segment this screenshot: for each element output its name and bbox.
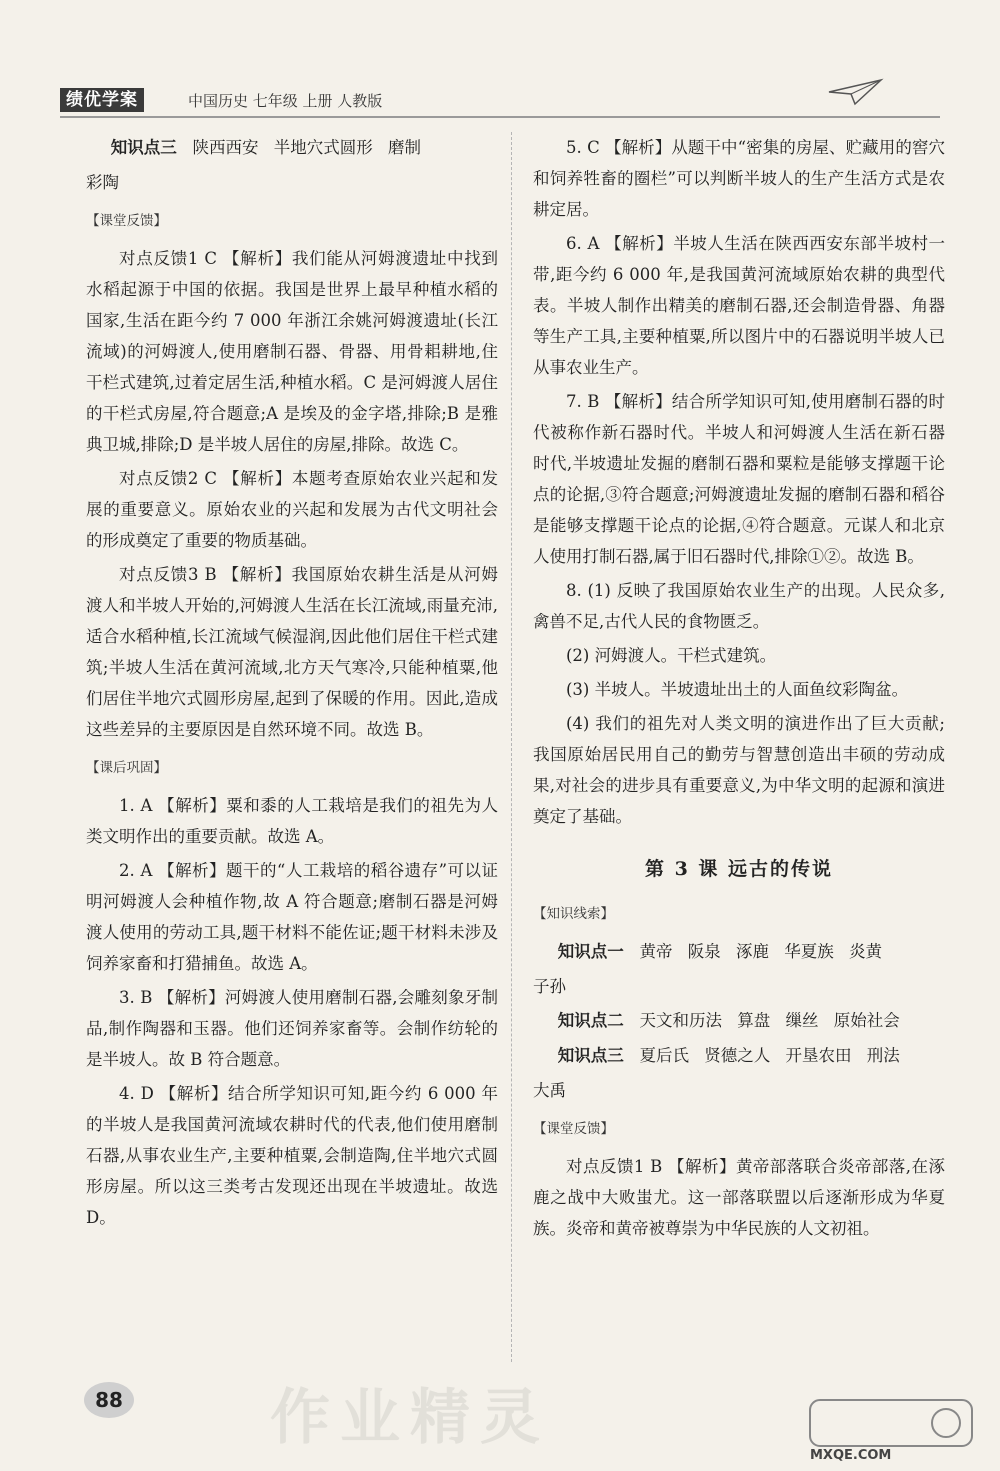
knowledge-point-1-cont: 子孙 [533,977,566,996]
column-divider [511,132,512,1362]
watermark-logo-icon [806,1394,976,1454]
answer-5: 5. C 【解析】从题干中“密集的房屋、贮藏用的窖穴和饲养牲畜的圈栏”可以判断半坡人的生产生活方式是农耕定居。 [533,138,945,219]
answer-8-2: (2) 河姆渡人。干栏式建筑。 [566,646,777,665]
knowledge-point-3b: 知识点三 夏后氏 贤德之人 开垦农田 刑法 [557,1046,900,1065]
header-rule [60,116,940,118]
lesson-title: 第 3 课 远古的传说 [644,858,834,880]
answer-1: 1. A 【解析】粟和黍的人工栽培是我们的祖先为人类文明作出的重要贡献。故选 A。 [86,796,498,846]
answer-8-1: 8. (1) 反映了我国原始农业生产的出现。人民众多,禽兽不足,古代人民的食物匮乏。 [533,581,945,631]
knowledge-point-3-cont: 彩陶 [86,173,119,192]
answer-7: 7. B 【解析】结合所学知识可知,使用磨制石器的时代被称作新石器时代。半坡人和河姆渡人生活在新石器时代,半坡遗址发掘的磨制石器和粟粒是能够支撑题干论点的论据,③符合题意;河姆渡遗址发掘的磨制石器和稻谷是能够支撑题干论点的论据,④符合题意。元谋人和北京人使用打制石器,属于旧石器时代,排除①②。故选 B。 [533,392,945,566]
left-column [86,132,498,1236]
section-tag-after-class: 【课后巩固】 [86,760,167,776]
knowledge-point-1: 知识点一 黄帝 阪泉 涿鹿 华夏族 炎黄 [557,942,882,961]
watermark-url: MXQE.COM [810,1448,892,1463]
answer-8-4: (4) 我们的祖先对人类文明的演进作出了巨大贡献;我国原始居民用自己的勤劳与智慧创造出丰硕的劳动成果,对社会的进步具有重要意义,为中华文明的起源和演进奠定了基础。 [533,714,945,826]
section-tag-classroom: 【课堂反馈】 [86,213,167,229]
section-tag-clues: 【知识线索】 [533,906,614,922]
knowledge-point-3: 知识点三 陕西西安 半地穴式圆形 磨制 [110,138,421,157]
knowledge-point-3b-cont: 大禹 [533,1081,566,1100]
feedback-3: 对点反馈3 B 【解析】我国原始农耕生活是从河姆渡人和半坡人开始的,河姆渡人生活在长江流域,雨量充沛,适合水稻种植,长江流域气候湿润,因此他们居住干栏式建筑;半坡人生活在黄河流域,北方天气寒冷,只能种植粟,他们居住半地穴式圆形房屋,起到了保暖的作用。因此,造成这些差异的主要原因是自然环境不同。故选 B。 [86,565,498,739]
answer-6: 6. A 【解析】半坡人生活在陕西西安东部半坡村一带,距今约 6 000 年,是我国黄河流域原始农耕的典型代表。半坡人制作出精美的磨制石器,还会制造骨器、角器等生产工具,主要种植粟,所以图片中的石器说明半坡人已从事农业生产。 [533,234,945,377]
answer-4: 4. D 【解析】结合所学知识可知,距今约 6 000 年的半坡人是我国黄河流域农耕时代的代表,他们使用磨制石器,从事农业生产,主要种植粟,会制造陶,住半地穴式圆形房屋。所以这三类考古发现还出现在半坡遗址。故选 D。 [86,1084,498,1227]
brand-logo: 绩优学案 [60,88,144,112]
feedback-2: 对点反馈2 C 【解析】本题考查原始农业兴起和发展的重要意义。原始农业的兴起和发展为古代文明社会的形成奠定了重要的物质基础。 [86,469,498,550]
watermark: 作业精灵 [270,1383,550,1453]
paper-plane-icon [825,78,885,106]
answer-3: 3. B 【解析】河姆渡人使用磨制石器,会雕刻象牙制品,制作陶器和玉器。他们还饲养家畜等。会制作纺轮的是半坡人。故 B 符合题意。 [86,988,498,1069]
feedback-1: 对点反馈1 C 【解析】我们能从河姆渡遗址中找到水稻起源于中国的依据。我国是世界上最早种植水稻的国家,生活在距今约 7 000 年浙江余姚河姆渡遗址(长江流域)的河姆渡人,使用磨制石器、骨器、用骨耜耕地,住干栏式建筑,过着定居生活,种植水稻。C 是河姆渡人居住的干栏式房屋,符合题意;A 是埃及的金字塔,排除;B 是雅典卫城,排除;D 是半坡人居住的房屋,排除。故选 C。 [86,249,498,454]
page-header [60,78,940,118]
section-tag-classroom-2: 【课堂反馈】 [533,1121,614,1137]
answer-2: 2. A 【解析】题干的“人工栽培的稻谷遗存”可以证明河姆渡人会种植作物,故 A 符合题意;磨制石器是河姆渡人使用的劳动工具,题干材料不能佐证;题干材料未涉及饲养家畜和打猎捕鱼。故选 A。 [86,861,498,973]
answer-8-3: (3) 半坡人。半坡遗址出土的人面鱼纹彩陶盆。 [566,680,909,699]
feedback-1b: 对点反馈1 B 【解析】黄帝部落联合炎帝部落,在涿鹿之战中大败蚩尤。这一部落联盟以后逐渐形成为华夏族。炎帝和黄帝被尊崇为中华民族的人文初祖。 [533,1157,945,1238]
page-number: 88 [84,1382,134,1418]
right-column [533,132,945,1247]
knowledge-point-2: 知识点二 天文和历法 算盘 缫丝 原始社会 [557,1011,900,1030]
header-title: 中国历史 七年级 上册 人教版 [188,92,383,110]
